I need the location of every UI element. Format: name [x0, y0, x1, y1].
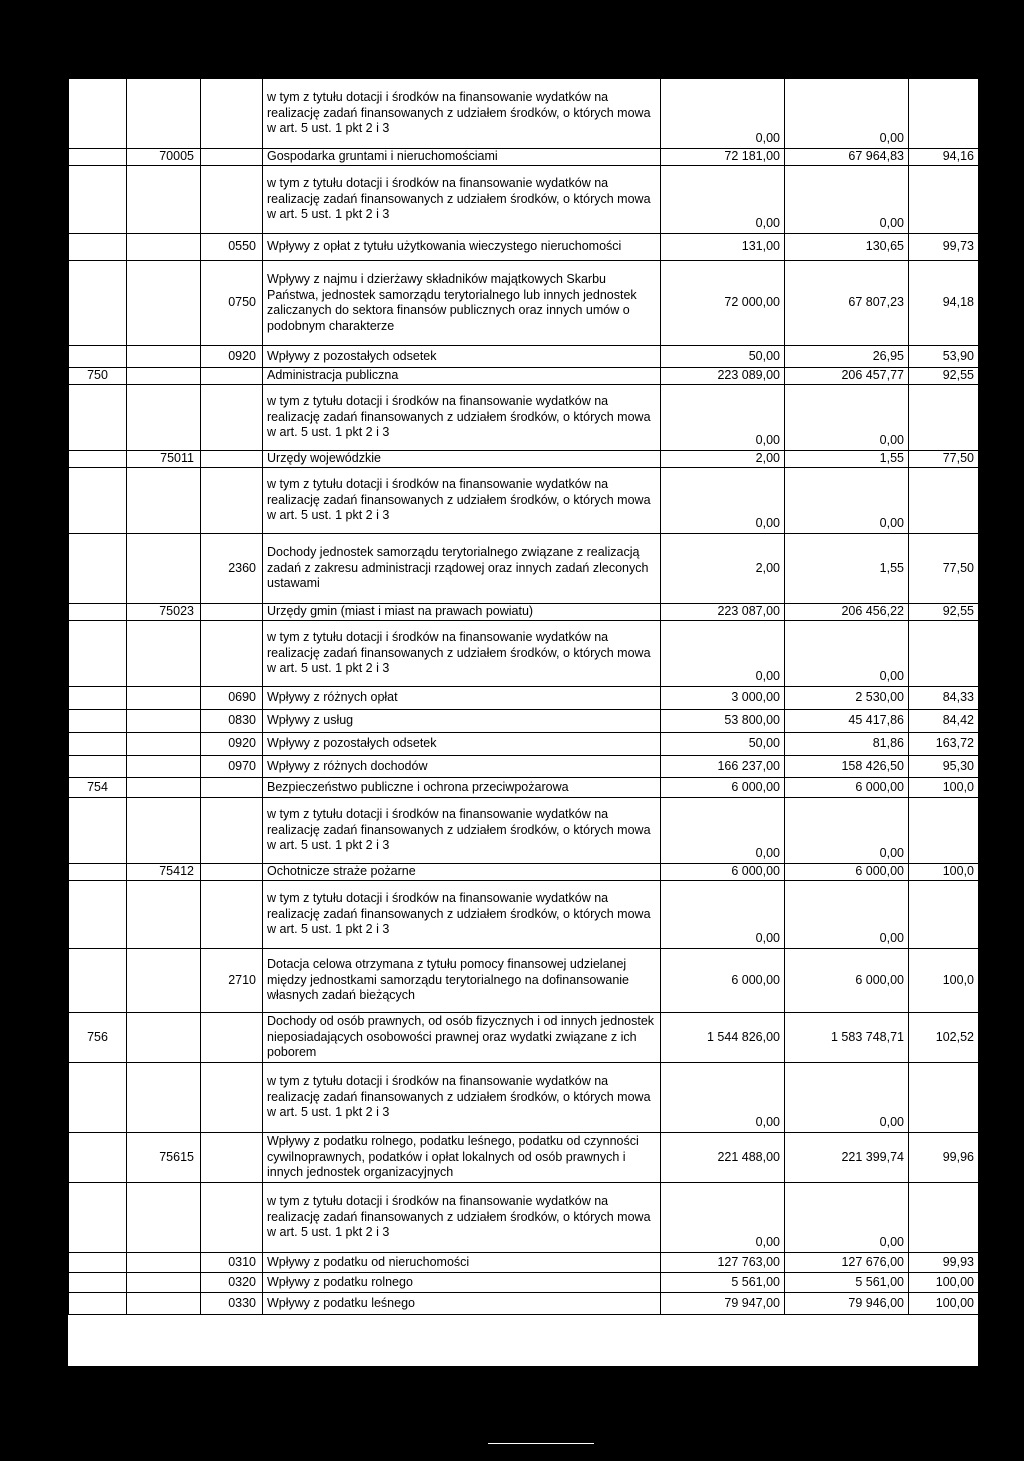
cell-wykonanie: 130,65	[785, 234, 909, 261]
cell-percent: 53,90	[909, 346, 979, 368]
cell-wykonanie: 221 399,74	[785, 1133, 909, 1183]
cell-wykonanie: 1,55	[785, 451, 909, 468]
cell-paragraf: 0920	[201, 733, 263, 756]
cell-wykonanie: 0,00	[785, 79, 909, 149]
cell-wykonanie: 6 000,00	[785, 949, 909, 1013]
cell-name: w tym z tytułu dotacji i środków na finansowanie wydatków na realizację zadań finansowanych z udziałem środków, o których mowa w art. 5 ust. 1 pkt 2 i 3	[263, 385, 661, 451]
cell-wykonanie: 2 530,00	[785, 687, 909, 710]
cell-name: w tym z tytułu dotacji i środków na finansowanie wydatków na realizację zadań finansowanych z udziałem środków, o których mowa w art. 5 ust. 1 pkt 2 i 3	[263, 798, 661, 864]
cell-percent	[909, 79, 979, 149]
cell-name: w tym z tytułu dotacji i środków na finansowanie wydatków na realizację zadań finansowanych z udziałem środków, o których mowa w art. 5 ust. 1 pkt 2 i 3	[263, 1183, 661, 1253]
cell-wykonanie: 0,00	[785, 385, 909, 451]
cell-name: Wpływy z różnych dochodów	[263, 756, 661, 778]
cell-paragraf: 0750	[201, 261, 263, 346]
cell-dzial	[69, 166, 127, 234]
table-row	[69, 621, 979, 687]
cell-wykonanie: 0,00	[785, 1183, 909, 1253]
cell-plan: 1 544 826,00	[661, 1013, 785, 1063]
table-row	[69, 1063, 979, 1133]
cell-dzial	[69, 864, 127, 881]
cell-dzial	[69, 687, 127, 710]
table-row	[69, 1133, 979, 1183]
cell-dzial	[69, 149, 127, 166]
cell-dzial	[69, 1293, 127, 1315]
table-row	[69, 949, 979, 1013]
cell-plan: 0,00	[661, 166, 785, 234]
cell-paragraf	[201, 451, 263, 468]
cell-percent	[909, 621, 979, 687]
cell-percent: 77,50	[909, 534, 979, 604]
cell-name: Wpływy z opłat z tytułu użytkowania wieczystego nieruchomości	[263, 234, 661, 261]
cell-wykonanie: 0,00	[785, 468, 909, 534]
table-row	[69, 864, 979, 881]
cell-paragraf	[201, 1183, 263, 1253]
cell-rozdzial	[127, 1293, 201, 1315]
cell-name: w tym z tytułu dotacji i środków na finansowanie wydatków na realizację zadań finansowanych z udziałem środków, o których mowa w art. 5 ust. 1 pkt 2 i 3	[263, 166, 661, 234]
cell-plan: 0,00	[661, 1183, 785, 1253]
cell-plan: 2,00	[661, 451, 785, 468]
cell-plan: 2,00	[661, 534, 785, 604]
table-row	[69, 149, 979, 166]
table-row	[69, 881, 979, 949]
cell-name: Wpływy z podatku od nieruchomości	[263, 1253, 661, 1273]
table-row	[69, 1013, 979, 1063]
cell-rozdzial	[127, 733, 201, 756]
cell-wykonanie: 6 000,00	[785, 864, 909, 881]
cell-name: w tym z tytułu dotacji i środków na finansowanie wydatków na realizację zadań finansowanych z udziałem środków, o których mowa w art. 5 ust. 1 pkt 2 i 3	[263, 621, 661, 687]
cell-percent	[909, 1063, 979, 1133]
cell-dzial	[69, 1133, 127, 1183]
cell-paragraf: 0970	[201, 756, 263, 778]
cell-percent: 94,18	[909, 261, 979, 346]
cell-paragraf: 0330	[201, 1293, 263, 1315]
cell-dzial	[69, 949, 127, 1013]
cell-paragraf: 2710	[201, 949, 263, 1013]
cell-dzial	[69, 881, 127, 949]
cell-rozdzial	[127, 710, 201, 733]
cell-percent: 100,00	[909, 1293, 979, 1315]
cell-wykonanie: 79 946,00	[785, 1293, 909, 1315]
cell-wykonanie: 81,86	[785, 733, 909, 756]
cell-name: Gospodarka gruntami i nieruchomościami	[263, 149, 661, 166]
cell-dzial	[69, 1253, 127, 1273]
cell-wykonanie: 67 807,23	[785, 261, 909, 346]
cell-dzial	[69, 234, 127, 261]
cell-rozdzial: 75412	[127, 864, 201, 881]
cell-wykonanie: 1,55	[785, 534, 909, 604]
table-row	[69, 778, 979, 798]
cell-rozdzial	[127, 621, 201, 687]
cell-rozdzial: 75011	[127, 451, 201, 468]
cell-dzial	[69, 468, 127, 534]
cell-name: Wpływy z usług	[263, 710, 661, 733]
cell-paragraf: 2360	[201, 534, 263, 604]
cell-rozdzial	[127, 1013, 201, 1063]
cell-dzial	[69, 261, 127, 346]
cell-rozdzial	[127, 261, 201, 346]
cell-percent	[909, 166, 979, 234]
cell-name: w tym z tytułu dotacji i środków na finansowanie wydatków na realizację zadań finansowanych z udziałem środków, o których mowa w art. 5 ust. 1 pkt 2 i 3	[263, 881, 661, 949]
cell-percent: 92,55	[909, 604, 979, 621]
cell-plan: 3 000,00	[661, 687, 785, 710]
cell-dzial	[69, 346, 127, 368]
cell-rozdzial	[127, 368, 201, 385]
footer-line	[488, 1443, 594, 1444]
cell-paragraf: 0310	[201, 1253, 263, 1273]
cell-plan: 0,00	[661, 881, 785, 949]
cell-name: Wpływy z podatku rolnego, podatku leśnego, podatku od czynności cywilnoprawnych, podatków i opłat lokalnych od osób prawnych i innych jednostek organizacyjnych	[263, 1133, 661, 1183]
cell-plan: 166 237,00	[661, 756, 785, 778]
cell-plan: 6 000,00	[661, 949, 785, 1013]
cell-rozdzial	[127, 234, 201, 261]
cell-percent	[909, 385, 979, 451]
cell-dzial	[69, 1063, 127, 1133]
cell-wykonanie: 206 456,22	[785, 604, 909, 621]
cell-wykonanie: 1 583 748,71	[785, 1013, 909, 1063]
cell-percent: 99,96	[909, 1133, 979, 1183]
cell-name: Urzędy gmin (miast i miast na prawach powiatu)	[263, 604, 661, 621]
table-row	[69, 385, 979, 451]
table-row	[69, 687, 979, 710]
cell-dzial	[69, 621, 127, 687]
table-row	[69, 1183, 979, 1253]
cell-plan: 0,00	[661, 621, 785, 687]
cell-dzial	[69, 798, 127, 864]
table-row	[69, 468, 979, 534]
cell-rozdzial	[127, 346, 201, 368]
cell-dzial	[69, 385, 127, 451]
cell-percent	[909, 798, 979, 864]
cell-percent: 77,50	[909, 451, 979, 468]
cell-wykonanie: 0,00	[785, 166, 909, 234]
cell-name: w tym z tytułu dotacji i środków na finansowanie wydatków na realizację zadań finansowanych z udziałem środków, o których mowa w art. 5 ust. 1 pkt 2 i 3	[263, 79, 661, 149]
cell-paragraf	[201, 881, 263, 949]
cell-percent: 100,0	[909, 864, 979, 881]
cell-percent	[909, 1183, 979, 1253]
cell-percent	[909, 468, 979, 534]
cell-plan: 0,00	[661, 79, 785, 149]
cell-wykonanie: 158 426,50	[785, 756, 909, 778]
cell-paragraf	[201, 621, 263, 687]
cell-name: Urzędy wojewódzkie	[263, 451, 661, 468]
cell-name: Dotacja celowa otrzymana z tytułu pomocy finansowej udzielanej między jednostkami samorządu terytorialnego na dofinansowanie własnych zadań bieżących	[263, 949, 661, 1013]
income-table	[68, 78, 979, 1315]
table-row	[69, 368, 979, 385]
cell-dzial	[69, 733, 127, 756]
cell-plan: 0,00	[661, 385, 785, 451]
table-row	[69, 346, 979, 368]
cell-wykonanie: 5 561,00	[785, 1273, 909, 1293]
cell-percent: 95,30	[909, 756, 979, 778]
cell-dzial	[69, 756, 127, 778]
cell-paragraf: 0320	[201, 1273, 263, 1293]
cell-name: Wpływy z podatku leśnego	[263, 1293, 661, 1315]
cell-percent: 94,16	[909, 149, 979, 166]
cell-plan: 0,00	[661, 468, 785, 534]
cell-rozdzial	[127, 1063, 201, 1133]
cell-rozdzial	[127, 756, 201, 778]
table-row	[69, 756, 979, 778]
cell-wykonanie: 45 417,86	[785, 710, 909, 733]
cell-paragraf	[201, 604, 263, 621]
table-row	[69, 604, 979, 621]
cell-rozdzial	[127, 949, 201, 1013]
cell-plan: 50,00	[661, 733, 785, 756]
cell-name: w tym z tytułu dotacji i środków na finansowanie wydatków na realizację zadań finansowanych z udziałem środków, o których mowa w art. 5 ust. 1 pkt 2 i 3	[263, 1063, 661, 1133]
cell-dzial: 750	[69, 368, 127, 385]
table-row	[69, 166, 979, 234]
cell-paragraf	[201, 79, 263, 149]
cell-rozdzial	[127, 534, 201, 604]
cell-rozdzial: 70005	[127, 149, 201, 166]
table-row	[69, 733, 979, 756]
cell-paragraf	[201, 368, 263, 385]
cell-paragraf	[201, 149, 263, 166]
cell-wykonanie: 67 964,83	[785, 149, 909, 166]
cell-name: Administracja publiczna	[263, 368, 661, 385]
cell-name: Wpływy z różnych opłat	[263, 687, 661, 710]
cell-wykonanie: 206 457,77	[785, 368, 909, 385]
cell-percent: 99,73	[909, 234, 979, 261]
table-row	[69, 1273, 979, 1293]
cell-plan: 5 561,00	[661, 1273, 785, 1293]
cell-rozdzial	[127, 1273, 201, 1293]
cell-wykonanie: 0,00	[785, 621, 909, 687]
cell-dzial	[69, 451, 127, 468]
cell-paragraf	[201, 468, 263, 534]
cell-paragraf: 0690	[201, 687, 263, 710]
cell-name: Wpływy z najmu i dzierżawy składników majątkowych Skarbu Państwa, jednostek samorządu terytorialnego lub innych jednostek zaliczanych do sektora finansów publicznych oraz innych umów o podobnym charakterze	[263, 261, 661, 346]
cell-percent	[909, 881, 979, 949]
cell-paragraf	[201, 385, 263, 451]
cell-dzial: 756	[69, 1013, 127, 1063]
cell-dzial	[69, 1273, 127, 1293]
cell-plan: 53 800,00	[661, 710, 785, 733]
cell-paragraf	[201, 864, 263, 881]
cell-rozdzial	[127, 385, 201, 451]
table-row	[69, 234, 979, 261]
cell-paragraf	[201, 798, 263, 864]
cell-rozdzial	[127, 468, 201, 534]
cell-wykonanie: 0,00	[785, 1063, 909, 1133]
cell-percent: 100,0	[909, 949, 979, 1013]
cell-rozdzial: 75023	[127, 604, 201, 621]
cell-rozdzial	[127, 1253, 201, 1273]
cell-dzial	[69, 710, 127, 733]
table-row	[69, 1293, 979, 1315]
cell-rozdzial	[127, 798, 201, 864]
cell-percent: 84,42	[909, 710, 979, 733]
cell-wykonanie: 6 000,00	[785, 778, 909, 798]
cell-name: Wpływy z pozostałych odsetek	[263, 346, 661, 368]
cell-plan: 223 087,00	[661, 604, 785, 621]
cell-dzial	[69, 604, 127, 621]
cell-plan: 79 947,00	[661, 1293, 785, 1315]
cell-rozdzial	[127, 881, 201, 949]
cell-paragraf	[201, 1063, 263, 1133]
cell-plan: 6 000,00	[661, 864, 785, 881]
cell-percent: 84,33	[909, 687, 979, 710]
cell-paragraf	[201, 1133, 263, 1183]
income-table-body	[69, 79, 979, 1315]
cell-rozdzial	[127, 687, 201, 710]
cell-dzial	[69, 534, 127, 604]
cell-plan: 221 488,00	[661, 1133, 785, 1183]
cell-name: Dochody jednostek samorządu terytorialnego związane z realizacją zadań z zakresu administracji rządowej oraz innych zadań zleconych ustawami	[263, 534, 661, 604]
cell-wykonanie: 26,95	[785, 346, 909, 368]
cell-percent: 102,52	[909, 1013, 979, 1063]
cell-name: w tym z tytułu dotacji i środków na finansowanie wydatków na realizację zadań finansowanych z udziałem środków, o których mowa w art. 5 ust. 1 pkt 2 i 3	[263, 468, 661, 534]
table-row	[69, 79, 979, 149]
cell-plan: 72 181,00	[661, 149, 785, 166]
cell-percent: 99,93	[909, 1253, 979, 1273]
cell-plan: 6 000,00	[661, 778, 785, 798]
cell-rozdzial	[127, 166, 201, 234]
cell-dzial	[69, 1183, 127, 1253]
cell-name: Ochotnicze straże pożarne	[263, 864, 661, 881]
cell-rozdzial	[127, 79, 201, 149]
cell-wykonanie: 0,00	[785, 881, 909, 949]
cell-percent: 100,0	[909, 778, 979, 798]
cell-rozdzial	[127, 778, 201, 798]
cell-plan: 223 089,00	[661, 368, 785, 385]
table-row	[69, 534, 979, 604]
table-row	[69, 1253, 979, 1273]
cell-percent: 100,00	[909, 1273, 979, 1293]
table-row	[69, 710, 979, 733]
cell-plan: 127 763,00	[661, 1253, 785, 1273]
cell-paragraf	[201, 1013, 263, 1063]
cell-plan: 0,00	[661, 798, 785, 864]
cell-plan: 0,00	[661, 1063, 785, 1133]
cell-plan: 72 000,00	[661, 261, 785, 346]
table-row	[69, 261, 979, 346]
cell-name: Dochody od osób prawnych, od osób fizycznych i od innych jednostek nieposiadających osobowości prawnej oraz wydatki związane z ich poborem	[263, 1013, 661, 1063]
cell-name: Bezpieczeństwo publiczne i ochrona przeciwpożarowa	[263, 778, 661, 798]
cell-paragraf: 0550	[201, 234, 263, 261]
cell-plan: 131,00	[661, 234, 785, 261]
cell-name: Wpływy z pozostałych odsetek	[263, 733, 661, 756]
cell-rozdzial	[127, 1183, 201, 1253]
cell-paragraf: 0830	[201, 710, 263, 733]
cell-dzial	[69, 79, 127, 149]
cell-plan: 50,00	[661, 346, 785, 368]
cell-paragraf: 0920	[201, 346, 263, 368]
cell-paragraf	[201, 166, 263, 234]
cell-rozdzial: 75615	[127, 1133, 201, 1183]
table-row	[69, 798, 979, 864]
cell-wykonanie: 0,00	[785, 798, 909, 864]
cell-paragraf	[201, 778, 263, 798]
cell-dzial: 754	[69, 778, 127, 798]
cell-wykonanie: 127 676,00	[785, 1253, 909, 1273]
table-row	[69, 451, 979, 468]
cell-name: Wpływy z podatku rolnego	[263, 1273, 661, 1293]
cell-percent: 163,72	[909, 733, 979, 756]
cell-percent: 92,55	[909, 368, 979, 385]
